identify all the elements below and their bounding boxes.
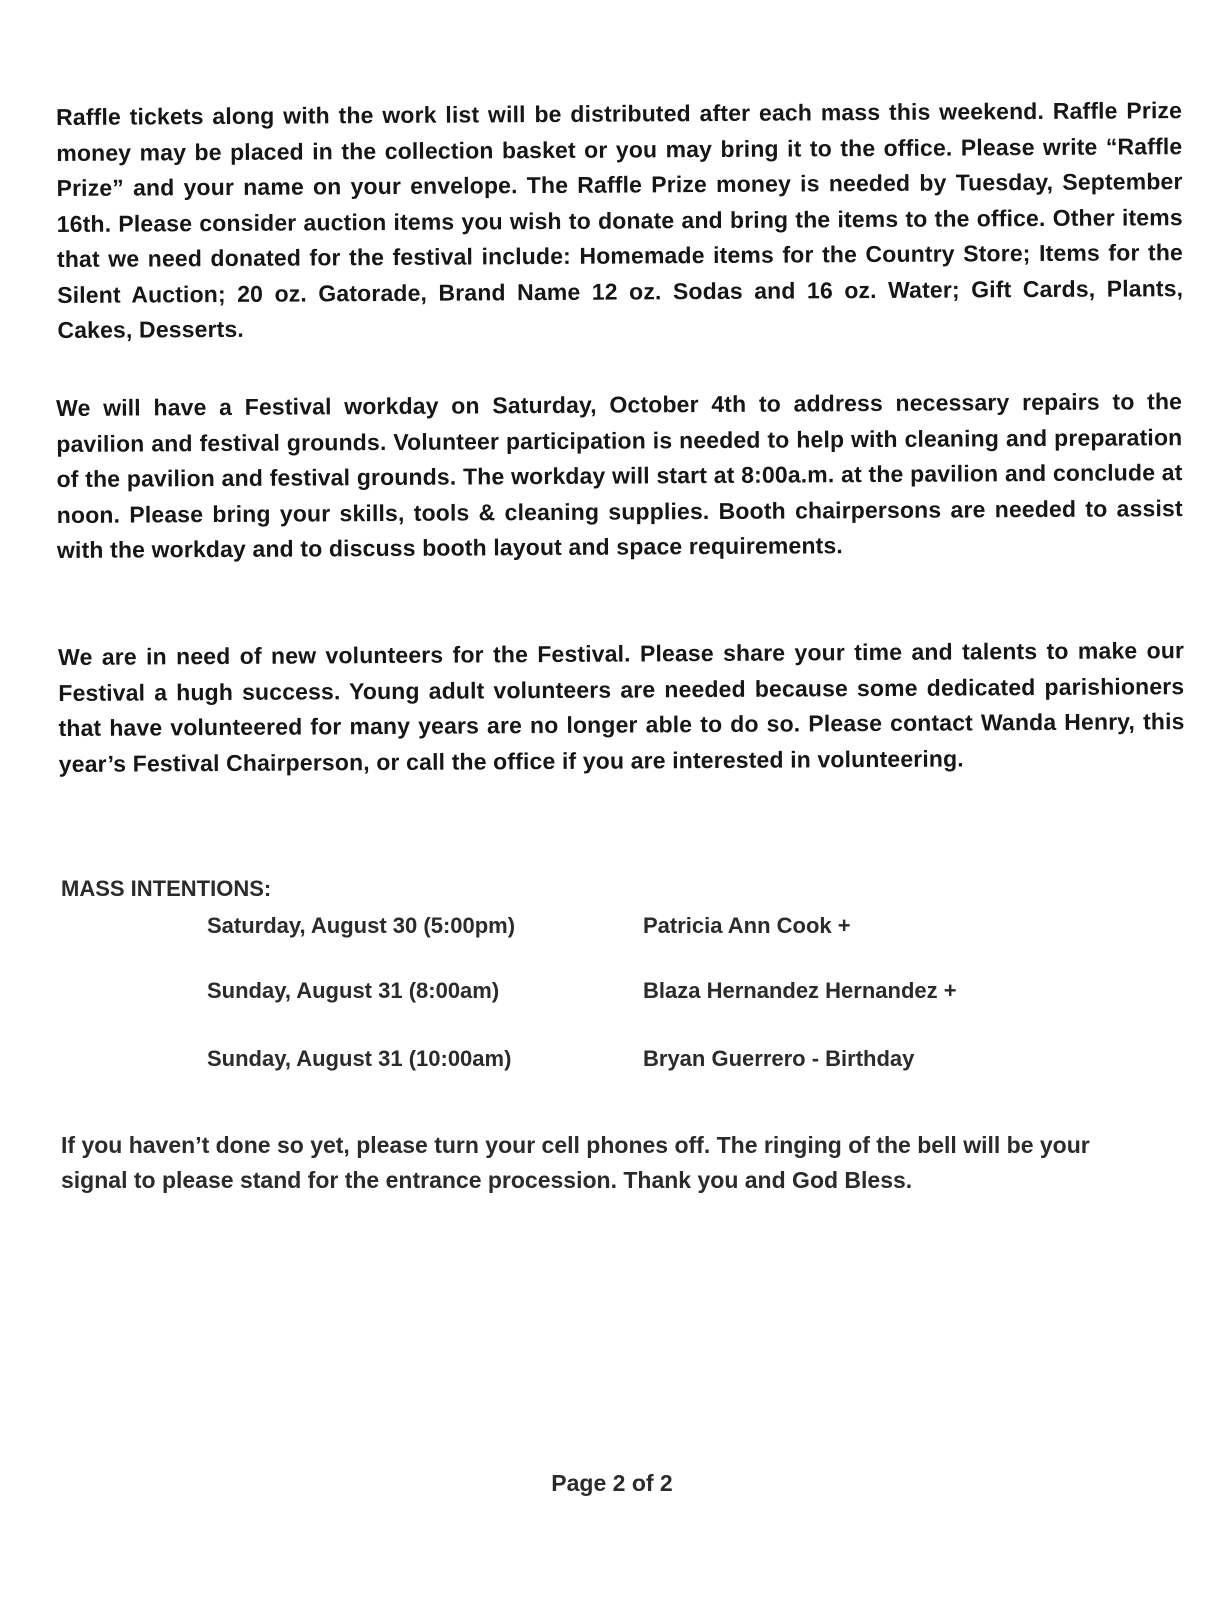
mass-intention-row [207, 1046, 1107, 1078]
volunteers-paragraph: We are in need of new volunteers for the Festival. Please share your time and talents to make our Festival a hugh success. Young adult volunteers are needed because some dedicated parishioners that have volunteered for many years are no longer able to do so. Please contact Wanda Henry, this year’s Festival Chairperson, or call the office if you are interested in volunteering. [58, 637, 1185, 777]
closing-note: If you haven’t done so yet, please turn your cell phones off. The ringing of the bell will be your signal to please stand for the entrance procession. Thank you and God Bless. [61, 1132, 1090, 1193]
mass-intention-name: Bryan Guerrero - Birthday [643, 1046, 915, 1071]
mass-time: Sunday, August 31 (10:00am) [207, 1046, 512, 1071]
mass-time: Saturday, August 30 (5:00pm) [207, 913, 516, 938]
mass-intention-row [207, 978, 1107, 1010]
mass-intentions-heading: MASS INTENTIONS: [61, 876, 272, 901]
mass-time: Sunday, August 31 (8:00am) [207, 978, 500, 1003]
page-number: Page 2 of 2 [551, 1470, 673, 1496]
mass-intention-name: Patricia Ann Cook + [643, 913, 851, 938]
mass-intention-row [207, 913, 1107, 945]
mass-intention-name: Blaza Hernandez Hernandez + [643, 978, 957, 1003]
raffle-paragraph: Raffle tickets along with the work list will be distributed after each mass this weekend. Raffle Prize money may be placed in the collection basket or you may bring it to the office. Please write “Raffle Prize” and your name on your envelope. The Raffle Prize money is needed by Tuesday, September 16th. Please consider auction items you wish to donate and bring the items to the office. Other items that we need donated for the festival include: Homemade items for the Country Store; Items for the Silent Auction; 20 oz. Gatorade, Brand Name 12 oz. Sodas and 16 oz. Water; Gift Cards, Plants, Cakes, Desserts. [56, 97, 1184, 343]
workday-paragraph: We will have a Festival workday on Saturday, October 4th to address necessary repairs to the pavilion and festival grounds. Volunteer participation is needed to help with cleaning and preparation of the pavilion and festival grounds. The workday will start at 8:00a.m. at the pavilion and conclude at noon. Please bring your skills, tools & cleaning supplies. Booth chairpersons are needed to assist with the workday and to discuss booth layout and space requirements. [56, 388, 1183, 563]
